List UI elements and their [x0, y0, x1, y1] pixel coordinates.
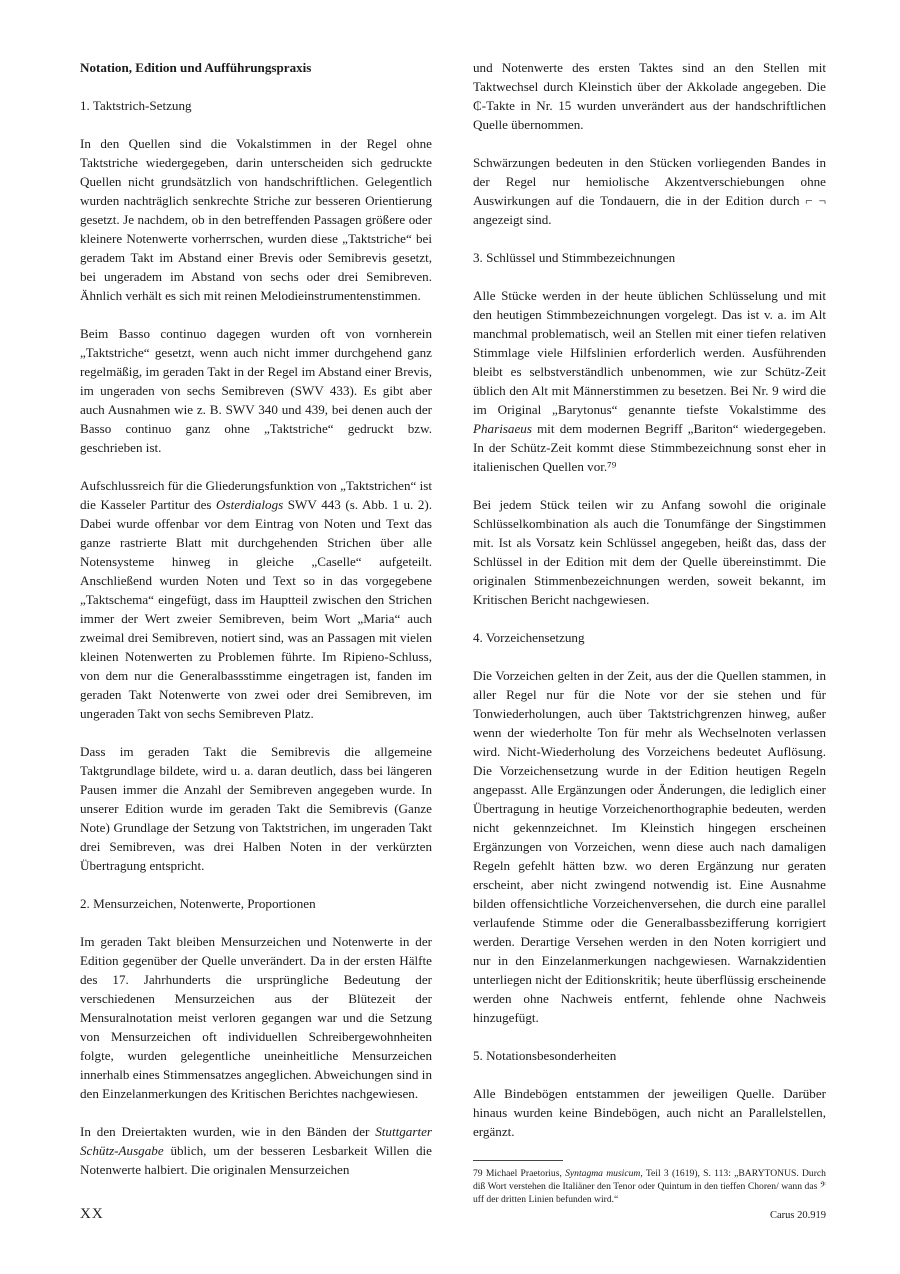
page-number: XX: [80, 1206, 104, 1222]
paragraph: Die Vorzeichen gelten in der Zeit, aus der die Quellen stammen, in aller Regel nur für die Note vor der sie stehen und für Tonwiederholungen, auch über Taktstrichgrenzen hinweg, außer wenn der wiederholte Ton für mehr als Wechselnoten verlassen wird. Nicht-Wiederholung des Vorzeichens bedeutet Auflösung. Die Vorzeichensetzung wurde in der Edition heutigen Regeln angepasst. Alle Ergänzungen oder Änderungen, die lediglich einer Übertragung in heutige Vorzeichenorthographie bedeuten, werden nicht gekennzeichnet. Im Kleinstich hingegen erscheinen Ergänzungen von Vorzeichen, wenn diese auch nach damaligen Regeln gefehlt hätten bzw. wo deren Ergänzung nur geraten erscheint, aber nicht zwingend notwendig ist. Eine Ausnahme bilden offensichtliche Vorzeichenversehen, die durch eine parallel verlaufende Stimme oder die Generalbassbezifferung korrigiert werden. Derartige Versehen werden in den Noten korrigiert und nur in den Einzelanmerkungen nachgewiesen. Warnakzidentien unterliegen nicht der Editionskritik; heute überflüssig erscheinende werden ohne Nachweis entfernt, fehlende ohne Nachweis hinzugefügt.: [473, 668, 826, 1025]
paragraph: Bei jedem Stück teilen wir zu Anfang sowohl die originale Schlüsselkombination als auch die Tonumfänge der Singstimmen mit. Ist als Vorsatz kein Schlüssel angegeben, heißt das, dass der Schlüssel in der Edition mit dem der Quelle übereinstimmt. Die originalen Stimmenbezeichnungen werden, soweit bekannt, im Kritischen Bericht nachgewiesen.: [473, 497, 826, 607]
paragraph: In den Quellen sind die Vokalstimmen in der Regel ohne Taktstriche wiedergegeben, darin unterscheiden sich gedruckte Quellen nicht grundsätzlich von handschriftlichen. Gelegentlich wurden nachträglich senkrechte Striche zur besseren Orientierung gesetzt. Je nachdem, ob in den betreffenden Passagen größere oder kleinere Notenwerte vorherrschen, wurden diese „Taktstriche“ bei geradem Takt im Abstand einer Brevis oder Semibrevis gesetzt, bei ungeradem im Abstand von sechs oder drei Semibreven. Ähnlich verhält es sich mit reinen Melodieinstrumentenstimmen.: [80, 136, 432, 303]
right-column: [473, 58, 826, 1206]
paragraph: Alle Stücke werden in der heute üblichen Schlüsselung und mit den heutigen Stimmbezeichnungen vorgelegt. Das ist v. a. im Alt manchmal problematisch, weil an Stellen mit einer tiefen relativen Stimmlage viele Hilfslinien erforderlich werden. Ausführenden bleibt es selbstverständlich unbenommen, wie zur Schütz-Zeit üblich den Alt mit Männerstimmen zu besetzen. Bei Nr. 9 wird die im Original „Barytonus“ genannte tiefste Vokalstimme des Pharisaeus mit dem modernen Begriff „Bariton“ wiedergegeben. In der Schütz-Zeit kommt diese Stimmbezeichnung sonst eher in italienischen Quellen vor.⁷⁹: [473, 288, 826, 474]
paragraph: Dass im geraden Takt die Semibrevis die allgemeine Taktgrundlage bildete, wird u. a. daran deutlich, dass bei längeren Pausen immer die Anzahl der Semibreven angegeben wurde. In unserer Edition wurde im geraden Takt die Semibrevis (Ganze Note) Grundlage der Setzung von Taktstrichen, im ungeraden Takt drei Semibreven, was drei Halben Noten in der verkürzten Übertragung entspricht.: [80, 744, 432, 873]
section-heading-4: 4. Vorzeichensetzung: [473, 630, 585, 645]
section-heading-2: 2. Mensurzeichen, Notenwerte, Proportionen: [80, 896, 316, 911]
paragraph: Aufschlussreich für die Gliederungsfunktion von „Taktstrichen“ ist die Kasseler Partitur des Osterdialogs SWV 443 (s. Abb. 1 u. 2). Dabei wurde offenbar vor dem Eintrag von Noten und Text das ganze rastrierte Blatt mit durchgehenden Strichen über alle Notensysteme hinweg in gleiche „Caselle“ aufgeteilt. Anschließend wurden Noten und Text so in das vorgegebene „Taktschema“ eingefügt, dass im Hauptteil zwischen den Strichen immer der Wert zweier Semibreven, beim Wort „Maria“ auch zweimal drei Semibreven, notiert sind, was an Passagen mit vielen kleinen Notenwerten zu Problemen führte. Im Ripieno-Schluss, von dem nur die Generalbassstimme eingetragen ist, fanden im geraden Takt Notenwerte von zwei oder drei Semibreven, im ungeraden Takt von sechs Semibreven Platz.: [80, 478, 432, 721]
paragraph: In den Dreiertakten wurden, wie in den Bänden der Stuttgarter Schütz-Ausgabe üblich, um der besseren Lesbarkeit Willen die Notenwerte halbiert. Die originalen Mensurzeichen: [80, 1124, 432, 1177]
paragraph: Beim Basso continuo dagegen wurden oft von vornherein „Taktstriche“ gesetzt, wenn auch nicht immer durchgehend ganz regelmäßig, im geraden Takt in der Regel im Abstand einer Brevis, im ungeraden von sechs Semibreven (SWV 433). Es gibt aber auch Ausnahmen wie z. B. SWV 340 und 439, bei denen auch der Basso continuo ganz ohne „Taktstriche“ gedruckt bzw. geschrieben ist.: [80, 326, 432, 455]
publisher-code: Carus 20.919: [770, 1210, 826, 1221]
section-heading-3: 3. Schlüssel und Stimmbezeichnungen: [473, 250, 676, 265]
paragraph: Im geraden Takt bleiben Mensurzeichen und Notenwerte in der Edition gegenüber der Quelle unverändert. Da in der ersten Hälfte des 17. Jahrhunderts die ursprüngliche Bedeutung der verschiedenen Mensurzeichen aus der Blütezeit der Mensuralnotation meist verloren gegangen war und die Setzung von Mensurzeichen oft individuellen Schreibergewohnheiten folgte, wurden gelegentliche uneinheitliche Mensurzeichen innerhalb eines Stimmensatzes angeglichen. Abweichungen sind in den Einzelanmerkungen des Kritischen Berichtes nachgewiesen.: [80, 934, 432, 1101]
paragraph: und Notenwerte des ersten Taktes sind an den Stellen mit Taktwechsel durch Kleinstich über der Akkolade angegeben. Die ₵-Takte in Nr. 15 wurden unverändert aus der handschriftlichen Quelle übernommen.: [473, 60, 826, 132]
footnote-divider: [473, 1160, 563, 1161]
section-heading-5: 5. Notationsbesonderheiten: [473, 1048, 617, 1063]
section-heading-1: 1. Taktstrich-Setzung: [80, 98, 192, 113]
page-title: Notation, Edition und Aufführungspraxis: [80, 60, 312, 75]
footnote: 79 Michael Praetorius, Syntagma musicum, Teil 3 (1619), S. 113: „BARYTONUS. Durch diß Wort verstehen die Italiäner den Tenor oder Quintum in den tieffen Choren/ wann das 𝄢 uff der dritten Linien befunden wird.“: [473, 1168, 826, 1205]
left-column: [80, 58, 432, 1179]
paragraph: Alle Bindebögen entstammen der jeweiligen Quelle. Darüber hinaus wurden keine Bindebögen, auch nicht an Parallelstellen, ergänzt.: [473, 1086, 826, 1139]
paragraph: Schwärzungen bedeuten in den Stücken vorliegenden Bandes in der Regel nur hemiolische Akzentverschiebungen ohne Auswirkungen auf die Tondauern, die in der Edition durch ⌐ ¬ angezeigt sind.: [473, 155, 826, 227]
